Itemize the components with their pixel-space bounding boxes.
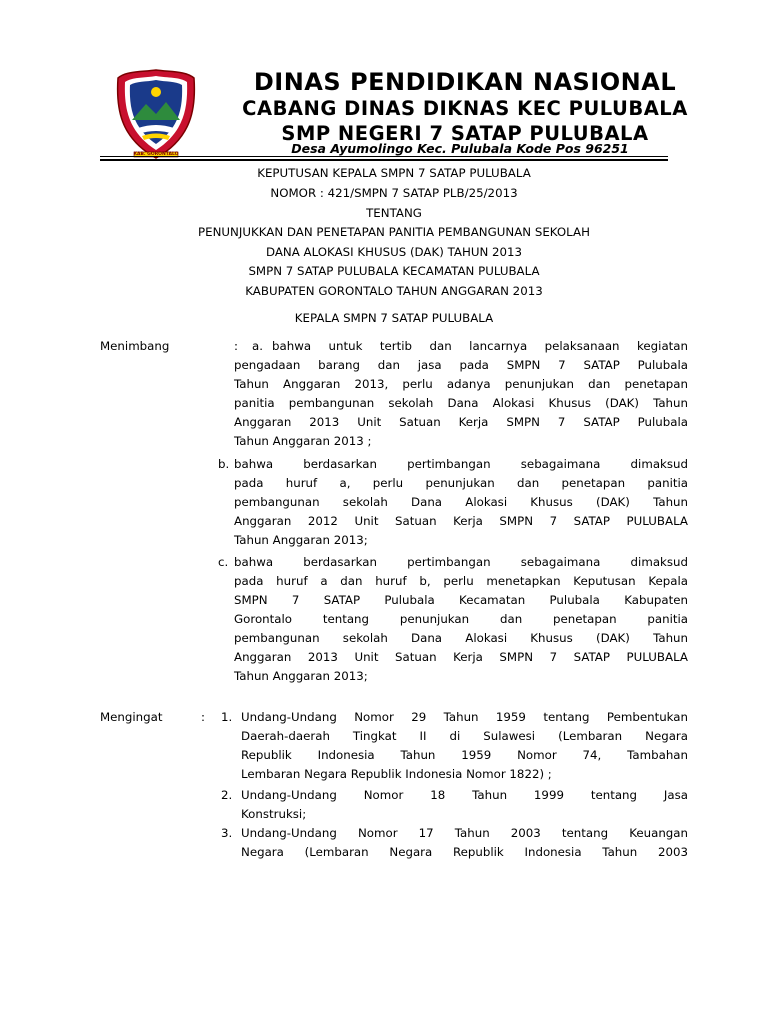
text-line: Anggaran 2013 Unit Satuan Kerja SMPN 7 SATAP Pulubala bbox=[234, 415, 688, 429]
mengingat-3-marker: 3. bbox=[221, 826, 233, 840]
menimbang-colon: : bbox=[234, 339, 238, 353]
menimbang-b-text bbox=[234, 455, 688, 550]
mengingat-2-text bbox=[241, 786, 688, 824]
text-line: Lembaran Negara Republik Indonesia Nomor 1822) ; bbox=[241, 767, 552, 781]
text-line: pengadaan barang dan jasa pada SMPN 7 SATAP Pulubala bbox=[234, 358, 688, 372]
menimbang-label: Menimbang bbox=[100, 339, 170, 353]
text-line: Tahun Anggaran 2013 ; bbox=[234, 434, 372, 448]
header-address: Desa Ayumolingo Kec. Pulubala Kode Pos 96251 bbox=[291, 141, 629, 156]
mengingat-colon: : bbox=[201, 710, 205, 724]
text-line: Tahun Anggaran 2013; bbox=[234, 669, 368, 683]
decree-tentang: TENTANG bbox=[366, 206, 422, 220]
menimbang-b-marker: b. bbox=[218, 457, 230, 471]
mengingat-1-text bbox=[241, 708, 688, 784]
text-line: bahwa untuk tertib dan lancarnya pelaksanaan kegiatan bbox=[272, 339, 688, 353]
text-line: SMPN 7 SATAP Pulubala Kecamatan Pulubala Kabupaten bbox=[234, 593, 688, 607]
menimbang-a-marker: a. bbox=[252, 339, 263, 353]
text-line: Tahun Anggaran 2013, perlu adanya penunjukan dan penetapan bbox=[234, 377, 688, 391]
text-line: Anggaran 2013 Unit Satuan Kerja SMPN 7 SATAP PULUBALA bbox=[234, 650, 688, 664]
text-line: Republik Indonesia Tahun 1959 Nomor 74, Tambahan bbox=[241, 748, 688, 762]
menimbang-c-marker: c. bbox=[218, 555, 229, 569]
decree-subject-line-3: SMPN 7 SATAP PULUBALA KECAMATAN PULUBALA bbox=[248, 264, 540, 278]
header-branch-title: CABANG DINAS DIKNAS KEC PULUBALA bbox=[242, 97, 688, 120]
text-line: Undang-Undang Nomor 17 Tahun 2003 tentang Keuangan bbox=[241, 826, 688, 840]
text-line: pada huruf a dan huruf b, perlu menetapkan Keputusan Kepala bbox=[234, 574, 688, 588]
header-divider-thin bbox=[100, 156, 668, 157]
text-line: pembangunan sekolah Dana Alokasi Khusus (DAK) Tahun bbox=[234, 631, 688, 645]
decree-subject-line-4: KABUPATEN GORONTALO TAHUN ANGGARAN 2013 bbox=[245, 284, 543, 298]
text-line: Gorontalo tentang penunjukan dan penetapan panitia bbox=[234, 612, 688, 626]
text-line: pembangunan sekolah Dana Alokasi Khusus (DAK) Tahun bbox=[234, 495, 688, 509]
decree-number: NOMOR : 421/SMPN 7 SATAP PLB/25/2013 bbox=[270, 186, 518, 200]
text-line: Konstruksi; bbox=[241, 807, 307, 821]
text-line: Undang-Undang Nomor 29 Tahun 1959 tentang Pembentukan bbox=[241, 710, 688, 724]
regency-emblem-logo bbox=[116, 68, 196, 160]
mengingat-label: Mengingat bbox=[100, 710, 163, 724]
decree-title: KEPUTUSAN KEPALA SMPN 7 SATAP PULUBALA bbox=[257, 166, 531, 180]
text-line: Tahun Anggaran 2013; bbox=[234, 533, 368, 547]
text-line: bahwa berdasarkan pertimbangan sebagaimana dimaksud bbox=[234, 457, 688, 471]
text-line: bahwa berdasarkan pertimbangan sebagaimana dimaksud bbox=[234, 555, 688, 569]
header-agency-title: DINAS PENDIDIKAN NASIONAL bbox=[253, 68, 677, 96]
text-line: Daerah-daerah Tingkat II di Sulawesi (Lembaran Negara bbox=[241, 729, 688, 743]
decree-subject-line-2: DANA ALOKASI KHUSUS (DAK) TAHUN 2013 bbox=[265, 245, 523, 259]
decree-official: KEPALA SMPN 7 SATAP PULUBALA bbox=[294, 311, 494, 325]
mengingat-3-text bbox=[241, 824, 688, 862]
text-line: panitia pembangunan sekolah Dana Alokasi Khusus (DAK) Tahun bbox=[234, 396, 688, 410]
header-school-title: SMP NEGERI 7 SATAP PULUBALA bbox=[281, 122, 649, 145]
menimbang-a-text bbox=[234, 337, 688, 451]
mengingat-2-marker: 2. bbox=[221, 788, 233, 802]
emblem-caption: KAB. GORONTALO bbox=[133, 152, 179, 157]
text-line: Anggaran 2012 Unit Satuan Kerja SMPN 7 SATAP PULUBALA bbox=[234, 514, 688, 528]
decree-subject-line-1: PENUNJUKKAN DAN PENETAPAN PANITIA PEMBANGUNAN SEKOLAH bbox=[198, 225, 590, 239]
header-divider-thick bbox=[100, 159, 668, 161]
menimbang-c-text bbox=[234, 553, 688, 686]
mengingat-1-marker: 1. bbox=[221, 710, 233, 724]
text-line: Negara (Lembaran Negara Republik Indonesia Tahun 2003 bbox=[241, 845, 688, 859]
text-line: Undang-Undang Nomor 18 Tahun 1999 tentang Jasa bbox=[241, 788, 688, 802]
text-line: pada huruf a, perlu penunjukan dan penetapan panitia bbox=[234, 476, 688, 490]
